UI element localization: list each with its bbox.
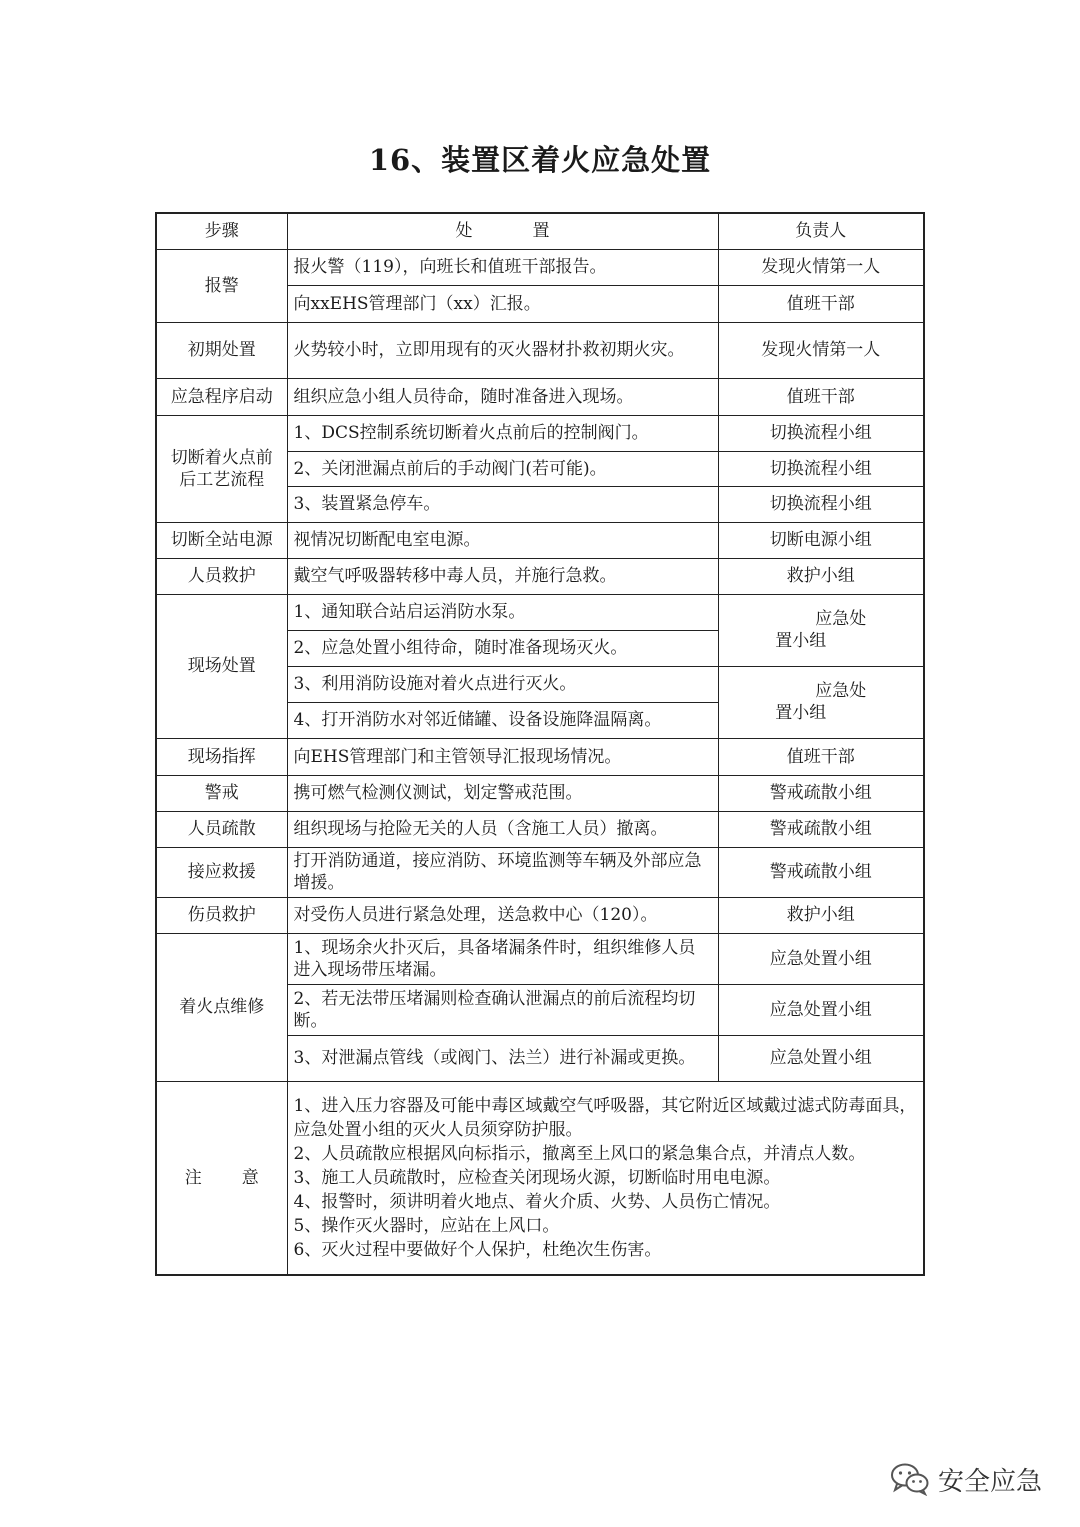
header-step: 步骤 xyxy=(156,213,287,249)
step-cell: 现场指挥 xyxy=(156,738,287,775)
owner-cell: 发现火情第一人 xyxy=(718,322,924,378)
action-cell: 3、对泄漏点管线（或阀门、法兰）进行补漏或更换。 xyxy=(287,1035,718,1081)
table-row xyxy=(156,811,924,847)
owner-cell: 救护小组 xyxy=(718,558,924,594)
note-item: 1、进入压力容器及可能中毒区域戴空气呼吸器，其它附近区域戴过滤式防毒面具，应急处置小组的灭火人员须穿防护服。 xyxy=(293,1095,917,1140)
table-row xyxy=(156,558,924,594)
note-item: 5、操作灭火器时，应站在上风口。 xyxy=(293,1215,560,1236)
owner-cell: 警戒疏散小组 xyxy=(718,847,924,897)
action-cell: 组织现场与抢险无关的人员（含施工人员）撤离。 xyxy=(287,811,718,847)
step-cell: 报警 xyxy=(156,249,287,322)
table-header-row xyxy=(156,213,924,249)
action-cell: 戴空气呼吸器转移中毒人员，并施行急救。 xyxy=(287,558,718,594)
owner-cell: 警戒疏散小组 xyxy=(718,775,924,811)
action-cell: 组织应急小组人员待命，随时准备进入现场。 xyxy=(287,378,718,415)
step-cell: 现场处置 xyxy=(156,594,287,738)
owner-cell: 值班干部 xyxy=(718,738,924,775)
table-row xyxy=(156,415,924,451)
owner-cell: 值班干部 xyxy=(718,285,924,322)
action-cell: 1、DCS控制系统切断着火点前后的控制阀门。 xyxy=(287,415,718,451)
notes-row xyxy=(156,1081,924,1275)
owner-cell: 应急处置小组 xyxy=(718,984,924,1035)
wechat-icon xyxy=(890,1462,930,1496)
note-item: 3、施工人员疏散时，应检查关闭现场火源，切断临时用电电源。 xyxy=(293,1167,781,1188)
table-row xyxy=(156,522,924,558)
action-cell: 向xxEHS管理部门（xx）汇报。 xyxy=(287,285,718,322)
notes-label xyxy=(156,1081,287,1275)
owner-cell-group xyxy=(718,594,924,666)
owner-cell: 发现火情第一人 xyxy=(718,249,924,285)
action-cell: 对受伤人员进行紧急处理，送急救中心（120）。 xyxy=(287,897,718,933)
action-cell: 4、打开消防水对邻近储罐、设备设施降温隔离。 xyxy=(287,702,718,738)
table-row xyxy=(156,378,924,415)
owner-cell: 应急处置小组 xyxy=(718,933,924,984)
step-cell: 初期处置 xyxy=(156,322,287,378)
owner-cell: 应急处置小组 xyxy=(718,1035,924,1081)
action-cell: 2、应急处置小组待命，随时准备现场灭火。 xyxy=(287,630,718,666)
owner-cell: 切换流程小组 xyxy=(718,451,924,486)
owner-cell-group xyxy=(718,666,924,738)
action-cell: 报火警（119），向班长和值班干部报告。 xyxy=(287,249,718,285)
step-cell: 伤员救护 xyxy=(156,897,287,933)
step-cell: 人员疏散 xyxy=(156,811,287,847)
action-cell: 1、通知联合站启运消防水泵。 xyxy=(287,594,718,630)
step-cell: 切断着火点前后工艺流程 xyxy=(156,415,287,522)
step-cell: 着火点维修 xyxy=(156,933,287,1081)
owner-cell: 切换流程小组 xyxy=(718,486,924,522)
step-cell: 切断全站电源 xyxy=(156,522,287,558)
table-row xyxy=(156,322,924,378)
action-cell: 2、关闭泄漏点前后的手动阀门(若可能)。 xyxy=(287,451,718,486)
table-row xyxy=(156,738,924,775)
action-cell: 打开消防通道，接应消防、环境监测等车辆及外部应急增援。 xyxy=(287,847,718,897)
page-title: 16、装置区着火应急处置 xyxy=(368,143,712,177)
owner-cell: 切断电源小组 xyxy=(718,522,924,558)
owner-line: 应急处 xyxy=(815,609,867,629)
table-row xyxy=(156,847,924,897)
owner-cell: 值班干部 xyxy=(718,378,924,415)
action-cell: 3、装置紧急停车。 xyxy=(287,486,718,522)
owner-cell: 救护小组 xyxy=(718,897,924,933)
watermark-text: 安全应急 xyxy=(937,1466,1042,1497)
table-row xyxy=(156,775,924,811)
step-cell: 人员救护 xyxy=(156,558,287,594)
table-row xyxy=(156,249,924,285)
owner-cell: 警戒疏散小组 xyxy=(718,811,924,847)
header-action-right: 置 xyxy=(532,221,550,242)
table-row xyxy=(156,933,924,984)
action-cell: 携可燃气检测仪测试，划定警戒范围。 xyxy=(287,775,718,811)
table-row xyxy=(156,594,924,630)
step-cell: 接应救援 xyxy=(156,847,287,897)
note-item: 4、报警时，须讲明着火地点、着火介质、火势、人员伤亡情况。 xyxy=(293,1191,781,1212)
note-item: 2、人员疏散应根据风向标指示，撤离至上风口的紧急集合点，并清点人数。 xyxy=(293,1143,866,1164)
owner-line: 应急处 xyxy=(815,681,867,701)
header-owner: 负责人 xyxy=(718,213,924,249)
owner-line: 置小组 xyxy=(775,631,827,651)
table-row xyxy=(156,897,924,933)
notes-label-left: 注 xyxy=(184,1167,202,1188)
notes-content xyxy=(287,1081,924,1275)
action-cell: 3、利用消防设施对着火点进行灭火。 xyxy=(287,666,718,702)
action-cell: 火势较小时，立即用现有的灭火器材扑救初期火灾。 xyxy=(287,322,718,378)
header-action xyxy=(287,213,718,249)
header-action-left: 处 xyxy=(455,221,473,242)
owner-cell: 切换流程小组 xyxy=(718,415,924,451)
action-cell: 2、若无法带压堵漏则检查确认泄漏点的前后流程均切断。 xyxy=(287,984,718,1035)
action-cell: 1、现场余火扑灭后，具备堵漏条件时，组织维修人员进入现场带压堵漏。 xyxy=(287,933,718,984)
note-item: 6、灭火过程中要做好个人保护，杜绝次生伤害。 xyxy=(293,1239,662,1260)
action-cell: 向EHS管理部门和主管领导汇报现场情况。 xyxy=(287,738,718,775)
notes-label-right: 意 xyxy=(241,1167,259,1188)
step-cell: 警戒 xyxy=(156,775,287,811)
step-cell: 应急程序启动 xyxy=(156,378,287,415)
owner-line: 置小组 xyxy=(775,703,827,723)
watermark xyxy=(890,1455,1042,1503)
action-cell: 视情况切断配电室电源。 xyxy=(287,522,718,558)
procedure-table xyxy=(155,212,925,1276)
